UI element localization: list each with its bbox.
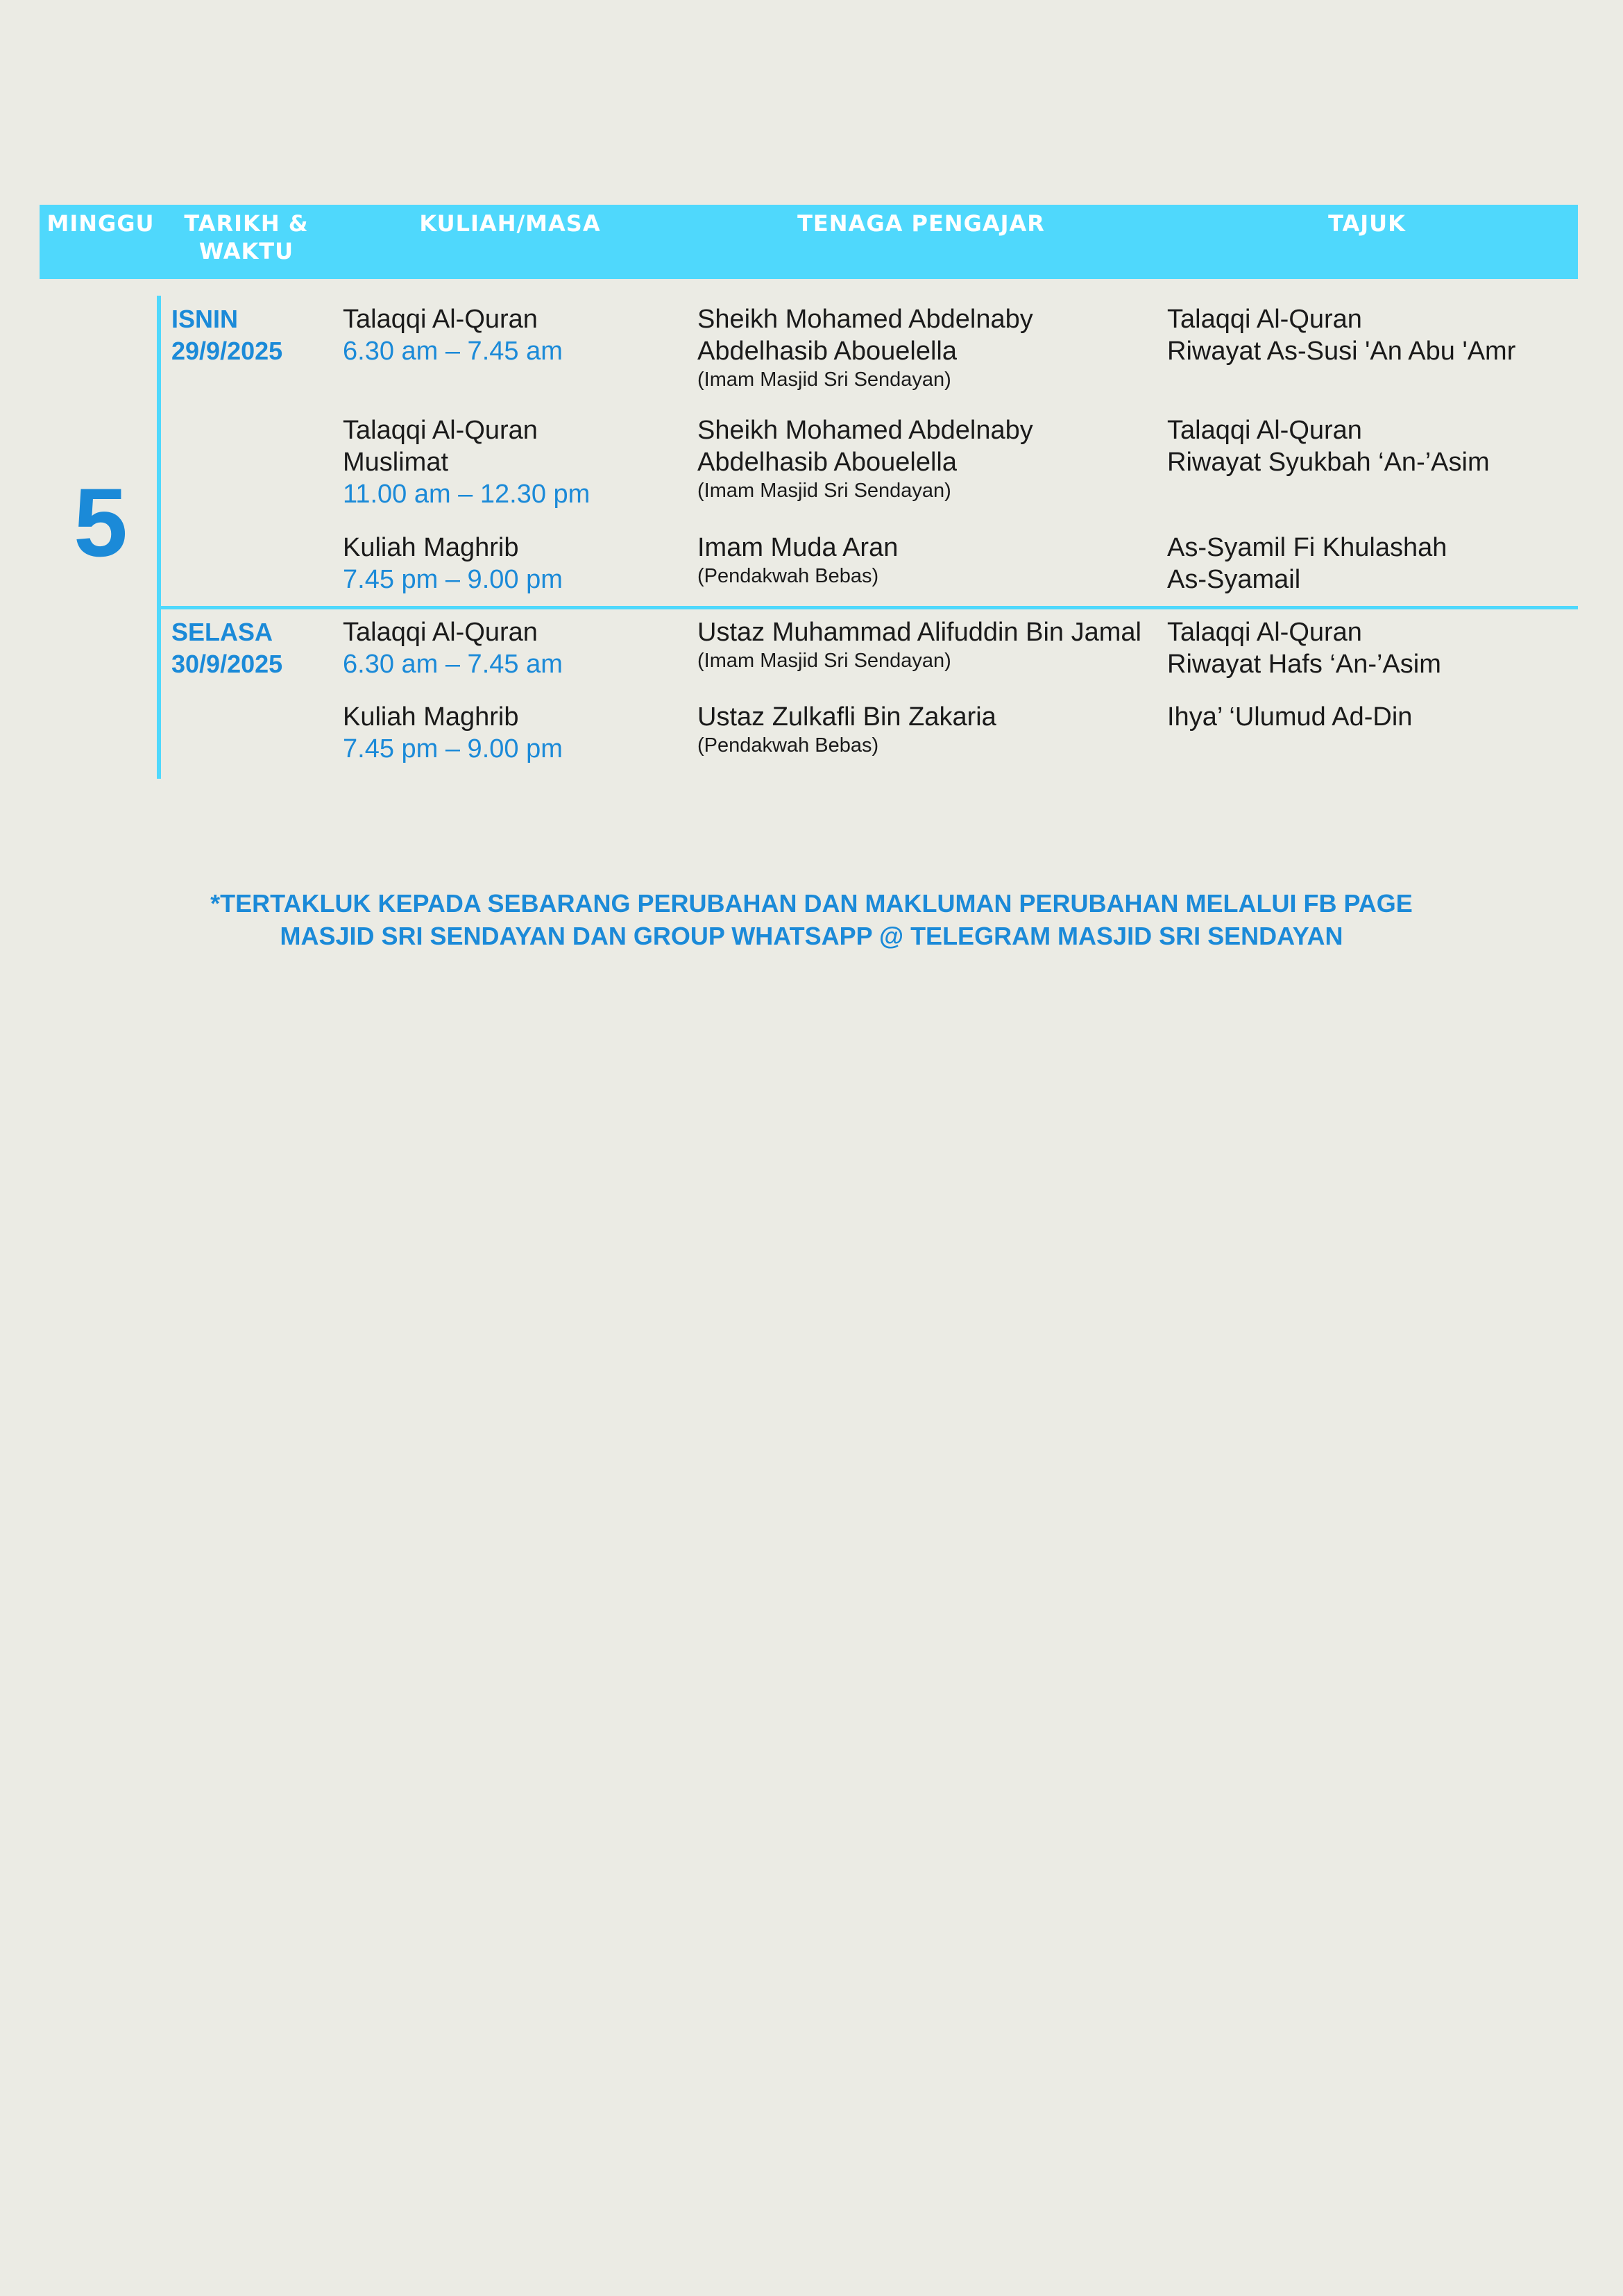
teacher-note: (Pendakwah Bebas) [697,565,879,587]
teacher-note: (Imam Masjid Sri Sendayan) [697,650,951,672]
session-title: Kuliah Maghrib [343,533,519,562]
session-time: 6.30 am – 7.45 am [343,650,563,679]
session-teacher [697,532,898,589]
vertical-divider [157,296,161,779]
day-name: SELASA [171,618,273,646]
teacher-name-line1: Ustaz Muhammad Alifuddin Bin Jamal [697,618,1141,647]
session-topic [1167,303,1515,367]
footnote-line2: MASJID SRI SENDAYAN DAN GROUP WHATSAPP @ TELEGRAM MASJID SRI SENDAYAN [280,922,1343,950]
topic-line1: Ihya’ ‘Ulumud Ad-Din [1167,702,1413,732]
footnote [0,887,1623,952]
day-date: 29/9/2025 [171,337,283,365]
session-title: Talaqqi Al-Quran [343,618,538,647]
topic-line2: As-Syamail [1167,565,1301,594]
session-time: 7.45 pm – 9.00 pm [343,565,563,594]
session-time: 6.30 am – 7.45 am [343,337,563,366]
session-topic [1167,532,1447,596]
header-tajuk: TAJUK [1328,210,1406,237]
topic-line1: Talaqqi Al-Quran [1167,305,1362,334]
teacher-note: (Pendakwah Bebas) [697,734,879,757]
header-tarikh-line1: TARIKH & [184,210,309,237]
session-kuliah [343,701,563,765]
teacher-name-line1: Sheikh Mohamed Abdelnaby [697,416,1033,445]
topic-line2: Riwayat Syukbah ‘An-’Asim [1167,448,1490,477]
session-kuliah [343,303,563,367]
header-tarikh-line2: WAKTU [198,238,294,264]
day-selasa [171,616,282,680]
session-teacher [697,701,996,758]
session-title: Talaqqi Al-Quran [343,305,538,334]
header-tenaga-pengajar: TENAGA PENGAJAR [797,210,1045,237]
header-kuliah: KULIAH/MASA [419,210,601,237]
teacher-name-line2: Abdelhasib Abouelella [697,448,957,477]
session-teacher [697,616,1141,673]
topic-line1: Talaqqi Al-Quran [1167,618,1362,647]
session-kuliah [343,532,563,596]
session-title: Talaqqi Al-Quran [343,416,538,445]
day-isnin [171,303,282,367]
session-topic [1167,616,1441,680]
day-date: 30/9/2025 [171,650,283,678]
teacher-note: (Imam Masjid Sri Sendayan) [697,480,951,502]
session-title-line2: Muslimat [343,448,449,477]
topic-line2: Riwayat As-Susi 'An Abu 'Amr [1167,337,1516,366]
footnote-line1: *TERTAKLUK KEPADA SEBARANG PERUBAHAN DAN MAKLUMAN PERUBAHAN MELALUI FB PAGE [210,889,1413,918]
header-tarikh [173,210,319,265]
header-minggu: MINGGU [46,210,155,237]
day-divider [157,606,1578,609]
session-teacher [697,303,1033,392]
session-kuliah [343,616,563,680]
topic-line1: As-Syamil Fi Khulashah [1167,533,1447,562]
session-time: 11.00 am – 12.30 pm [343,480,590,509]
day-name: ISNIN [171,305,239,333]
teacher-name-line1: Ustaz Zulkafli Bin Zakaria [697,702,996,732]
teacher-name-line2: Abdelhasib Abouelella [697,337,957,366]
topic-line2: Riwayat Hafs ‘An-’Asim [1167,650,1441,679]
topic-line1: Talaqqi Al-Quran [1167,416,1362,445]
session-time: 7.45 pm – 9.00 pm [343,734,563,763]
teacher-name-line1: Sheikh Mohamed Abdelnaby [697,305,1033,334]
session-title: Kuliah Maghrib [343,702,519,732]
session-topic [1167,701,1412,733]
teacher-name-line1: Imam Muda Aran [697,533,899,562]
week-number: 5 [74,468,128,577]
session-teacher [697,414,1033,503]
session-kuliah [343,414,590,510]
session-topic [1167,414,1490,478]
teacher-note: (Imam Masjid Sri Sendayan) [697,369,951,391]
